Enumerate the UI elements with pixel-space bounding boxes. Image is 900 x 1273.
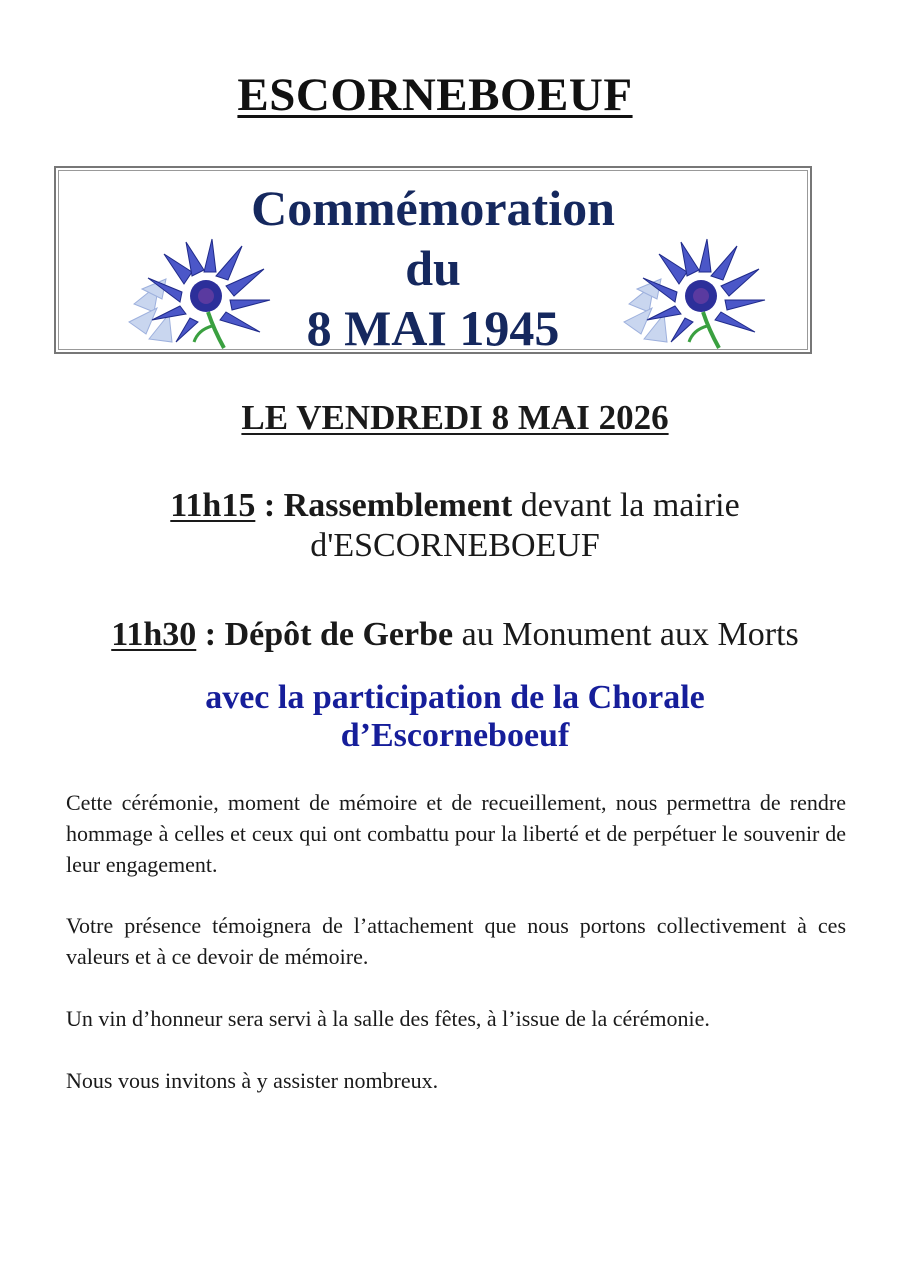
banner-line-3: 8 MAI 1945	[306, 300, 560, 356]
commemoration-banner	[54, 166, 812, 354]
schedule-place: au Monument aux Morts	[453, 616, 799, 653]
cornflower-icon	[619, 234, 769, 349]
schedule-time: 11h30	[111, 616, 197, 653]
chorale-line-2: d’Escorneboeuf	[340, 717, 570, 754]
schedule-event: Dépôt de Gerbe	[224, 616, 454, 653]
schedule-item-rassemblement	[0, 486, 900, 566]
paragraph-presence: Votre présence témoignera de l’attachement que nous portons collectivement à ces valeurs et à ce devoir de mémoire.	[66, 913, 846, 969]
schedule-event: Rassemblement	[283, 487, 513, 524]
paragraph-ceremony: Cette cérémonie, moment de mémoire et de recueillement, nous permettra de rendre hommage à celles et ceux qui ont combattu pour la liberté et de perpétuer le souvenir de leur engagement.	[66, 790, 846, 877]
paragraph-invitation: Nous vous invitons à y assister nombreux.	[66, 1068, 439, 1093]
town-title: ESCORNEBOEUF	[237, 69, 633, 121]
schedule-separator: :	[255, 487, 284, 524]
schedule-item-depot-gerbe	[0, 615, 900, 655]
cornflower-petals	[129, 239, 270, 342]
schedule-place-line-2: d'ESCORNEBOEUF	[310, 527, 600, 564]
event-date: LE VENDREDI 8 MAI 2026	[241, 398, 669, 437]
chorale-line-1: avec la participation de la Chorale	[205, 679, 705, 716]
schedule-separator: :	[196, 616, 225, 653]
banner-line-2: du	[405, 240, 461, 296]
banner-line-1: Commémoration	[251, 180, 615, 236]
cornflower-icon	[124, 234, 274, 349]
chorale-notice	[0, 679, 900, 755]
schedule-place: devant la mairie	[512, 487, 740, 524]
paragraph-vin-honneur: Un vin d’honneur sera servi à la salle des fêtes, à l’issue de la cérémonie.	[66, 1006, 710, 1031]
cornflower-petals	[624, 239, 765, 342]
schedule-time: 11h15	[170, 487, 256, 524]
